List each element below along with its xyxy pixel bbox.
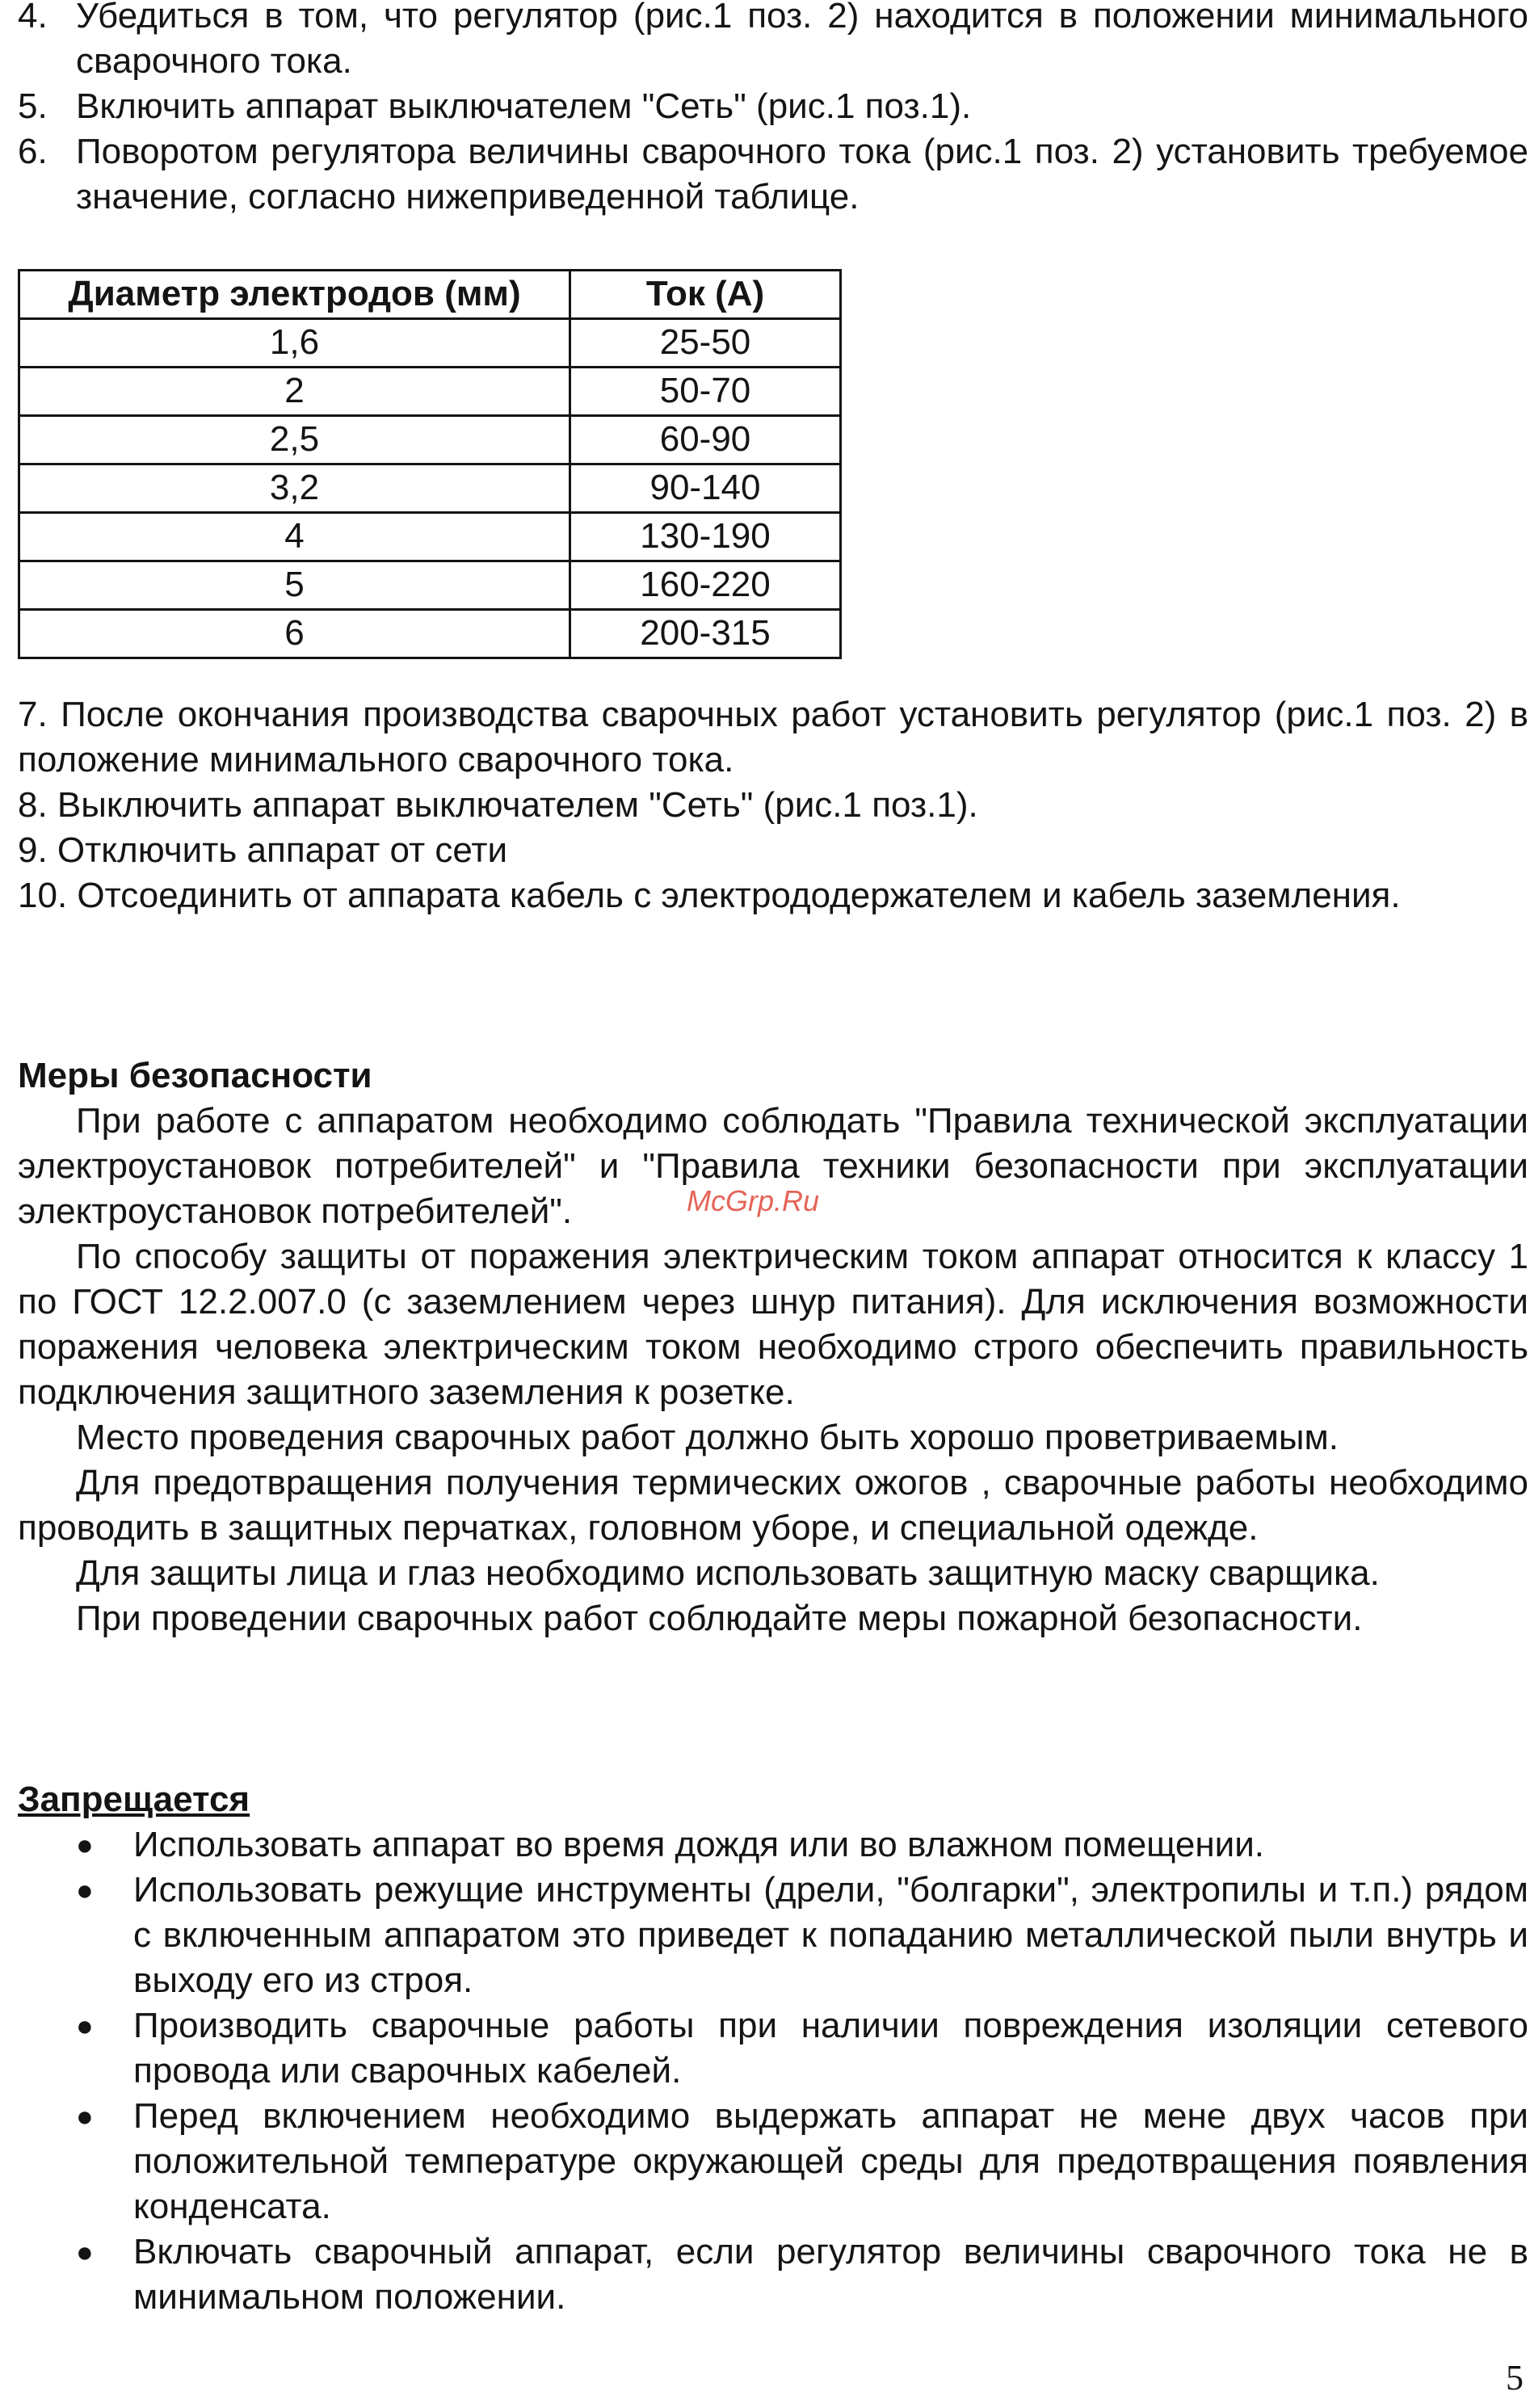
- list-item: 7. После окончания производства сварочных работ установить регулятор (рис.1 поз. 2) в положение минимального сварочного тока.: [18, 695, 1528, 780]
- list-item: [18, 2094, 1528, 2229]
- paragraph: По способу защиты от поражения электрическим током аппарат относится к классу 1 по ГОСТ 12.2.007.0 (с заземлением через шнур питания). Для исключения возможности поражения человека электрическим током необходимо строго обеспечить правильность подключения защитного заземления к розетке.: [18, 1237, 1528, 1412]
- list-item-text: Производить сварочные работы при наличии повреждения изоляции сетевого провода или сварочных кабелей.: [133, 2006, 1528, 2091]
- paragraph: Для предотвращения получения термических ожогов , сварочные работы необходимо проводить в защитных перчатках, головном уборе, и специальной одежде.: [18, 1463, 1528, 1548]
- list-item: 10. Отсоединить от аппарата кабель с электрододержателем и кабель заземления.: [18, 876, 1401, 915]
- cell-diameter: 4: [19, 513, 570, 561]
- step-text: Убедиться в том, что регулятор (рис.1 поз. 2) находится в положении минимального сварочного тока.: [76, 0, 1528, 81]
- step-number: 5.: [18, 86, 48, 126]
- paragraph: Для защиты лица и глаз необходимо использовать защитную маску сварщика.: [76, 1553, 1380, 1593]
- bullet-icon: ●: [76, 1828, 94, 1861]
- forbidden-list: [18, 1822, 1528, 2320]
- list-item: [18, 1822, 1528, 1868]
- steps-list-top: [18, 0, 1528, 220]
- table-row: [19, 368, 841, 416]
- bullet-icon: ●: [76, 2235, 94, 2268]
- section-heading: Меры безопасности: [18, 1056, 372, 1095]
- step-text: Включить аппарат выключателем "Сеть" (рис.1 поз.1).: [76, 86, 972, 126]
- list-item-text: Использовать режущие инструменты (дрели, "болгарки", электропилы и т.п.) рядом с включенным аппаратом это приведет к попаданию металлической пыли внутрь и выходу его из строя.: [133, 1870, 1528, 2000]
- cell-current: 60-90: [570, 416, 841, 464]
- list-item: [18, 129, 1528, 220]
- safety-section: [18, 1053, 1528, 1641]
- paragraph: При проведении сварочных работ соблюдайте меры пожарной безопасности.: [76, 1599, 1363, 1638]
- bullet-icon: ●: [76, 1873, 94, 1906]
- list-item-text: Использовать аппарат во время дождя или во влажном помещении.: [133, 1825, 1265, 1864]
- step-number: 6.: [18, 132, 48, 171]
- cell-diameter: 6: [19, 610, 570, 658]
- page-number: 5: [1506, 2358, 1524, 2397]
- table-row: [19, 319, 841, 368]
- forbidden-section: [18, 1777, 1528, 2320]
- column-header-diameter: Диаметр электродов (мм): [19, 271, 570, 319]
- section-heading: Запрещается: [18, 1780, 250, 1819]
- bullet-icon: ●: [76, 2009, 94, 2042]
- paragraph: Место проведения сварочных работ должно быть хорошо проветриваемым.: [76, 1418, 1339, 1457]
- electrode-current-table: [18, 269, 842, 659]
- list-item-text: Перед включением необходимо выдержать аппарат не мене двух часов при положительной температуре окружающей среды для предотвращения появления конденсата.: [133, 2096, 1528, 2226]
- cell-current: 160-220: [570, 561, 841, 610]
- cell-diameter: 5: [19, 561, 570, 610]
- cell-current: 130-190: [570, 513, 841, 561]
- bullet-icon: ●: [76, 2099, 94, 2133]
- cell-current: 200-315: [570, 610, 841, 658]
- paragraph: При работе с аппаратом необходимо соблюдать "Правила технической эксплуатации электроустановок потребителей" и "Правила техники безопасности при эксплуатации электроустановок потребителей".: [18, 1101, 1528, 1231]
- step-number: 4.: [18, 0, 48, 36]
- cell-diameter: 3,2: [19, 464, 570, 513]
- table-row: [19, 610, 841, 658]
- cell-current: 90-140: [570, 464, 841, 513]
- cell-diameter: 2: [19, 368, 570, 416]
- list-item-text: Включать сварочный аппарат, если регулятор величины сварочного тока не в минимальном положении.: [133, 2232, 1528, 2317]
- list-item: [18, 0, 1528, 84]
- table-row: [19, 416, 841, 464]
- cell-current: 50-70: [570, 368, 841, 416]
- cell-diameter: 1,6: [19, 319, 570, 368]
- table-row: [19, 513, 841, 561]
- list-item: 8. Выключить аппарат выключателем "Сеть" (рис.1 поз.1).: [18, 785, 978, 825]
- list-item: [18, 1868, 1528, 2003]
- list-item: [18, 84, 1528, 129]
- steps-list-bottom: [18, 692, 1528, 918]
- table-header-row: [19, 271, 841, 319]
- table-row: [19, 464, 841, 513]
- table-row: [19, 561, 841, 610]
- watermark: McGrp.Ru: [687, 1184, 820, 1217]
- list-item: [18, 2229, 1528, 2320]
- cell-current: 25-50: [570, 319, 841, 368]
- list-item: 9. Отключить аппарат от сети: [18, 830, 508, 870]
- list-item: [18, 2003, 1528, 2094]
- cell-diameter: 2,5: [19, 416, 570, 464]
- step-text: Поворотом регулятора величины сварочного тока (рис.1 поз. 2) установить требуемое значение, согласно нижеприведенной таблице.: [76, 132, 1528, 216]
- column-header-current: Ток (А): [570, 271, 841, 319]
